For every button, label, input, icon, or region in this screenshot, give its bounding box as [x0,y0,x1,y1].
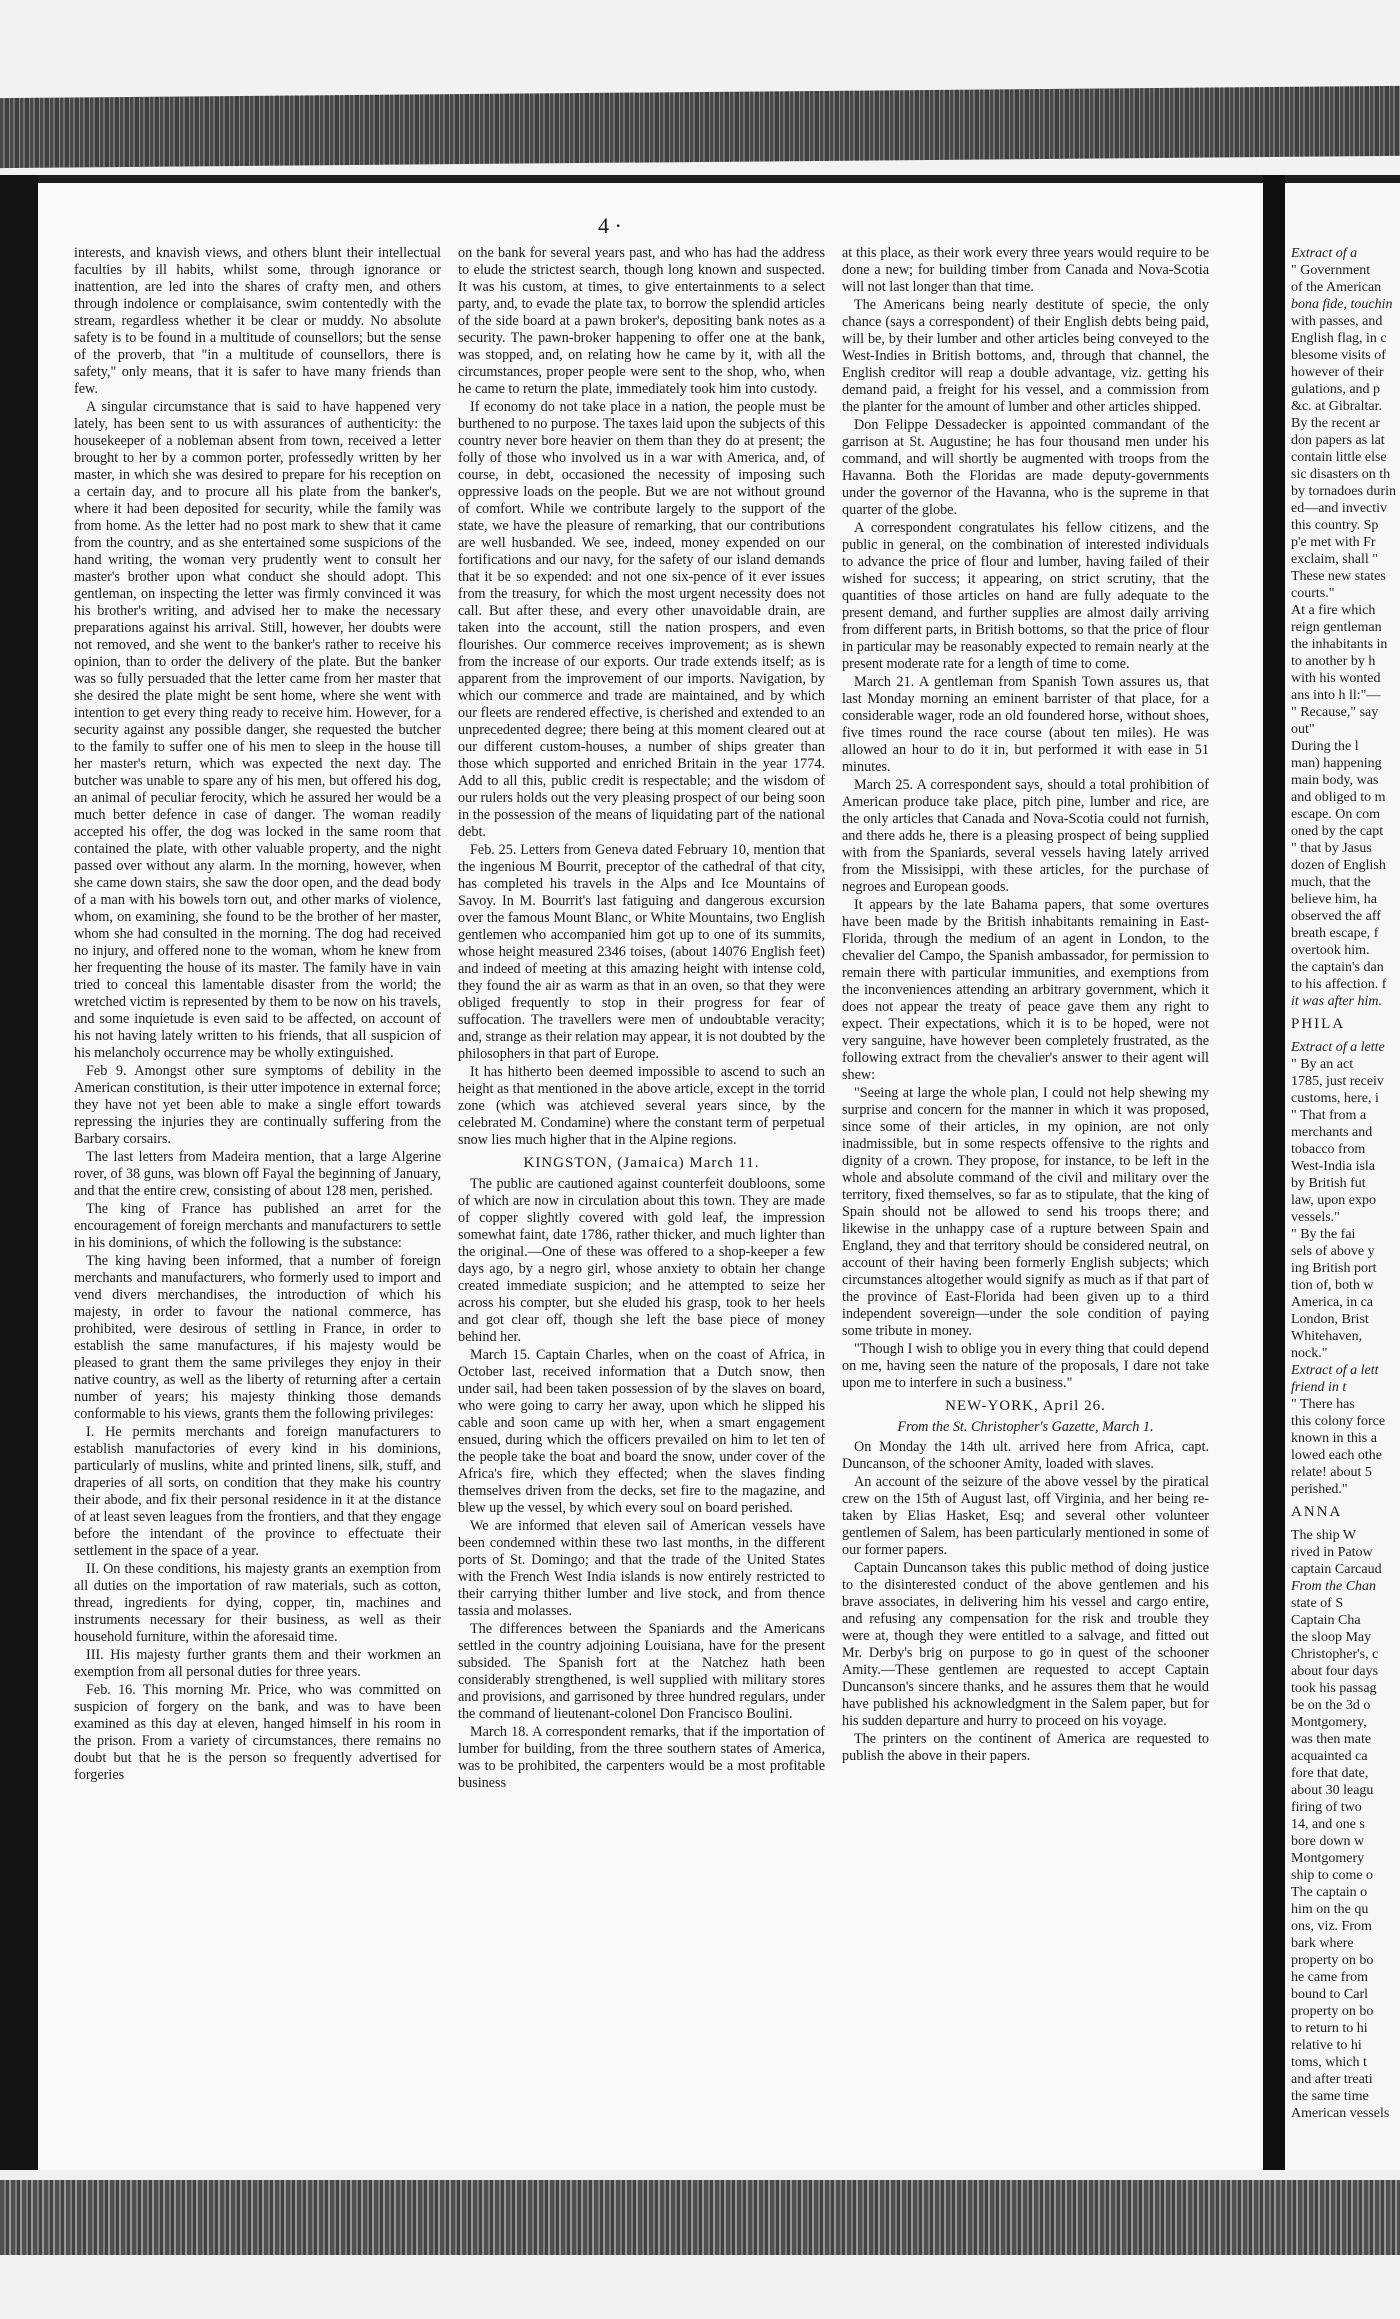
adjacent-page-line: by tornadoes durin [1291,484,1396,499]
adjacent-page-line: state of S [1291,1596,1344,1611]
adjacent-page-line: to return to hi [1291,2021,1368,2036]
adjacent-page-line: West-India isla [1291,1159,1376,1174]
adjacent-page-line: From the Chan [1291,1579,1377,1594]
adjacent-page-fragment [1285,175,1400,2170]
paragraph: I. He permits merchants and foreign manufacturers to establish manufactories of every kind in his dominions, particularly of muslins, white and printed linens, silk, stuff, and draperies of all sorts, on condition that they make his country their abode, and fix their personal residence in it at the distance of at least seven leagues from the frontiers, and that they engage before the intendant of the province to effectuate their settlement in the space of a year. [74,1424,441,1559]
text-column-3 [842,245,1209,2110]
adjacent-page-line: it was after him. [1291,994,1383,1009]
adjacent-page-line: ship to come o [1291,1868,1374,1883]
adjacent-page-line: be on the 3d o [1291,1698,1371,1713]
paragraph: The public are cautioned against counterfeit doubloons, some of which are now in circulation about this town. They are made of copper slightly covered with gold leaf, the impression somewhat faint, date 1786, rather thicker, and much lighter than the original.—One of these was offered to a shop-keeper a few days ago, by a negro girl, whose anxiety to obtain her change created immediate suspicion; and he attempted to seize her across his compter, but she eluded his grasp, took to her heels and got clear off, though she left the base piece of money behind her. [458,1176,825,1345]
adjacent-page-line: merchants and [1291,1125,1373,1140]
adjacent-page-line: " By the fai [1291,1227,1356,1242]
adjacent-page-line: Extract of a lett [1291,1363,1379,1378]
adjacent-page-line: bark where [1291,1936,1354,1951]
adjacent-page-line: ing British port [1291,1261,1377,1276]
adjacent-page-line: he came from [1291,1970,1368,1985]
paragraph: The printers on the continent of America are requested to publish the above in their papers. [842,1731,1209,1764]
adjacent-page-line: escape. On com [1291,807,1381,822]
adjacent-page-line: perished." [1291,1482,1348,1497]
adjacent-page-line: gulations, and p [1291,382,1381,397]
adjacent-page-line: courts." [1291,586,1335,601]
adjacent-page-line: the same time [1291,2089,1369,2104]
paragraph: A correspondent congratulates his fellow citizens, and the public in general, on the combination of interested individuals to advance the price of flour and lumber, having failed of their wished for success; it appearing, on strict scrutiny, that the quantities of those articles on hand are fully adequate to the present demand, and further supplies are almost daily arriving from different parts, in British bottoms, so that the price of flour in particular may be reasonably expected to remain nearly at the present moderate rate for a length of time to come. [842,520,1209,672]
paragraph: III. His majesty further grants them and their workmen an exemption from all personal duties for three years. [74,1647,441,1680]
adjacent-page-line: PHILA [1291,1016,1346,1032]
paragraph: On Monday the 14th ult. arrived here from Africa, capt. Duncanson, of the schooner Amity, loaded with slaves. [842,1439,1209,1472]
adjacent-page-line: tobacco from [1291,1142,1366,1157]
adjacent-page-line: and after treati [1291,2072,1373,2087]
adjacent-page-column [1291,245,1396,2122]
adjacent-page-line: bona fide, touchin [1291,297,1393,312]
paragraph: March 21. A gentleman from Spanish Town assures us, that last Monday morning an eminent barrister of that place, for a considerable wager, rode an old foundered horse, without shoes, five times round the race course (about ten miles). He was allowed an hour to do it in, but performed it with ease in 51 minutes. [842,674,1209,775]
paragraph: The king of France has published an arret for the encouragement of foreign merchants and manufacturers to settle in his dominions, of which the following is the substance: [74,1201,441,1251]
paragraph: A singular circumstance that is said to have happened very lately, has been sent to us with assurances of authenticity: the housekeeper of a nobleman absent from town, received a letter brought to her by a common porter, professedly written by her master, in which she was desired to prepare for his reception on a certain day, and to procure all his plate from the banker's, where it had been deposited for security, while the family was from home. As the letter had no post mark to shew that it came from the country, and as she entertained some suspicions of the hand writing, the woman very prudently went to consult her master's brother upon what conduct she should adopt. This gentleman, on inspecting the letter was firmly convinced it was his brother's writing, and advised her to make the necessary preparations against his arrival. Still, however, her doubts were not removed, and she went to the banker's rather to receive his opinion, than to order the delivery of the plate. But the banker was so fully persuaded that the letter came from her master that she desired the plate might be sent home, where she went with intention to get every thing ready to receive him. However, for a security against any possible danger, she requested the butcher to the family to suffer one of his men to sleep in the house till her master's return, which was expected the next day. The butcher was unable to spare any of his men, but offered his dog, an animal of peculiar ferocity, which he assured her would be a much better defence in case of danger. The woman readily accepted his offer, the dog was locked in the same room that contained the plate, with other valuable property, and the night passed over without any alarm. In the morning, however, when she came down stairs, she saw the door open, and the dead body of a man with his bowels torn out, and other marks of violence, whom, on examining, she found to be the brother of her master, whom she had consulted in the morning. The dog had received no injury, and offered none to the woman, whom he knew from her frequenting the house of its master. The family have in vain tried to conceal this lamentable disaster from the world; the wretched victim is represented by them to be now on his travels, and some inquietude is even said to be affected, on account of his not having lately written to his friends, that all suspicion of his melancholy occurrence may be wholly extinguished. [74,399,441,1061]
adjacent-page-line: and obliged to m [1291,790,1386,805]
paragraph: interests, and knavish views, and others blunt their intellectual faculties by ill habits, whilst some, through ignorance or inattention, are led into the shares of crafty men, and others through indolence or complaisance, swim contentedly with the stream, regardless whether it be clear or muddy. No absolute safety is to be found in a multitude of counsellors; but the sense of the proverb, that "in a multitude of counsellors, there is safety," only means, that it is safer to have many friends than few. [74,245,441,397]
text-column-2 [458,245,825,2110]
paragraph: Don Felippe Dessadecker is appointed commandant of the garrison at St. Augustine; he has four thousand men under his command, and will shortly be augmented with troops from the Havanna. Both the Floridas are made deputy-governments under the governor of the Havanna, who is the supreme in that quarter of the globe. [842,417,1209,518]
paragraph: "Seeing at large the whole plan, I could not help shewing my surprise and concern for the manner in which it was proposed, since some of their articles, in my opinion, are not only inadmissible, but in some respects offensive to the rights and dignity of a crown. They propose, for instance, to be left in the whole and absolute command of the civil and military over the territory, fixed themselves, so far as to stipulate, that the king of Spain should not be allowed to send his troops there; and likewise in the unhappy case of a rupture between Spain and England, they and that territory should be considered neutral, on account of their having been formerly English subjects; which circumstances altogether would signify as much as if that part of the province of East-Florida had been given up to a third independent sovereign—under the sole condition of paying some tribute in money. [842,1085,1209,1339]
adjacent-page-line: to another by h [1291,654,1376,669]
adjacent-page-line: " There has [1291,1397,1355,1412]
adjacent-page-line: exclaim, shall " [1291,552,1378,567]
adjacent-page-line: " Recause," say [1291,705,1379,720]
paragraph: An account of the seizure of the above vessel by the piratical crew on the 15th of August last, off Virginia, and her being re-taken by Elias Hasket, Esq; and several other volunteer gentlemen of Salem, has been particularly mentioned in some of our former papers. [842,1474,1209,1558]
paragraph: II. On these conditions, his majesty grants an exemption from all duties on the importation of raw materials, such as cotton, thread, ingredients for dying, copper, tin, machines and instruments necessary for their business, as well as their household furniture, within the aforesaid time. [74,1561,441,1645]
paragraph: The Americans being nearly destitute of specie, the only chance (says a correspondent) of their English debts being paid, will be, by their lumber and other articles being conveyed to the West-Indies in British bottoms, and, through that channel, the English creditor will reap a double advantage, viz. getting his demand paid, a freight for his vessel, and a commission from the planter for the amount of lumber and other articles shipped. [842,297,1209,415]
adjacent-page-line: the sloop May [1291,1630,1372,1645]
adjacent-page-line: These new states [1291,569,1386,584]
adjacent-page-line: By the recent ar [1291,416,1381,431]
adjacent-page-line: 14, and one s [1291,1817,1365,1832]
adjacent-page-line: friend in t [1291,1380,1347,1395]
adjacent-page-line: known in this a [1291,1431,1377,1446]
adjacent-page-line: oned by the capt [1291,824,1384,839]
adjacent-page-line: blesome visits of [1291,348,1386,363]
paragraph: March 15. Captain Charles, when on the coast of Africa, in October last, received information that a Dutch snow, then under sail, had been taken possession of by the slaves on board, who were going to carry her away, upon which he slipped his cable and soon came up with her, when a smart engagement ensued, during which the officers prevailed on him to let ten of the people take the boat and board the snow, under cover of the Africa's fire, which they effected; when the slaves finding themselves driven from the decks, set fire to the magazine, and blew up the vessel, by which every soul on board perished. [458,1347,825,1516]
paragraph: The differences between the Spaniards and the Americans settled in the country adjoining Louisiana, have for the present subsided. The Spanish fort at the Natchez hath been considerably strengthened, is well supplied with military stores and provisions, and garrisoned by three hundred regulars, under the command of lieutenant-colonel Don Francisco Boulini. [458,1621,825,1722]
adjacent-page-line: breath escape, f [1291,926,1379,941]
adjacent-page-line: with his wonted [1291,671,1381,686]
adjacent-page-line: " Government [1291,263,1371,278]
adjacent-page-line: this country. Sp [1291,518,1379,533]
paragraph: "Though I wish to oblige you in every thing that could depend on me, having seen the nature of the proposals, I dare not take upon me to interfere in such a business." [842,1341,1209,1391]
adjacent-page-line: much, that the [1291,875,1371,890]
paragraph: Feb. 16. This morning Mr. Price, who was committed on suspicion of forgery on the bank, and was to have been examined as this day at eleven, hanged himself in his room in the prison. From a variety of circumstances, there remains no doubt but that he is the person so frequently advertised for forgeries [74,1682,441,1783]
adjacent-page-line: ons, viz. From [1291,1919,1372,1934]
adjacent-page-line: was then mate [1291,1732,1372,1747]
paragraph: on the bank for several years past, and who has had the address to elude the strictest search, though long known and suspected. It was his custom, at times, to give entertainments to a select party, and, to evade the plate tax, to borrow the splendid articles of the side board at a pawn broker's, depositing bank notes as a security. The pawn-broker happening to offer one at the bank, was stopped, and, on relating how he came by it, with all the circumstances, proper people were sent to the shop, who, when he came to return the plate, immediately took him into custody. [458,245,825,397]
adjacent-page-line: law, upon expo [1291,1193,1377,1208]
paragraph: It has hitherto been deemed impossible to ascend to such an height as that mentioned in the above article, except in the torrid zone (which was atchieved several years since, by the celebrated M. Condamine) where the constant term of perpetual snow lies much higher that in the Alpine regions. [458,1064,825,1148]
paragraph: We are informed that eleven sail of American vessels have been condemned within these two last months, in the different ports of St. Domingo; and that the trade of the United States with the French West India islands is now entirely restricted to their carrying thither lumber and live stock, and from thence tassia and molasses. [458,1518,825,1619]
adjacent-page-line: Extract of a [1291,246,1358,261]
adjacent-page-line: 1785, just receiv [1291,1074,1384,1089]
section-heading-kingston: KINGSTON, (Jamaica) March 11. [523,1155,760,1171]
adjacent-page-line: out" [1291,722,1315,737]
adjacent-page-line: the captain's dan [1291,960,1384,975]
adjacent-page-line: ans into h ll:"— [1291,688,1381,703]
book-binding-left [0,175,38,2175]
adjacent-page-line: " That from a [1291,1108,1367,1123]
section-subheading: From the St. Christopher's Gazette, March 1. [897,1419,1154,1435]
adjacent-page-line: America, in ca [1291,1295,1374,1310]
adjacent-page-line: about four days [1291,1664,1379,1679]
paragraph: The king having been informed, that a number of foreign merchants and manufacturers, who formerly used to import and vend divers merchandises, the introduction of which his majesty, in order to favour the national commerce, has prohibited, were desirous of settling in France, in order to establish the same manufactures, if his majesty would be pleased to grant them the same privileges they enjoy in their native country, as well as the liberty of returning after a certain number of years; his majesty thinking those demands conformable to his views, grants them the following privileges: [74,1253,441,1422]
adjacent-page-line: man) happening [1291,756,1382,771]
adjacent-page-line: nock." [1291,1346,1328,1361]
adjacent-page-line: tion of, both w [1291,1278,1374,1293]
adjacent-page-line: about 30 leagu [1291,1783,1374,1798]
adjacent-page-line: this colony force [1291,1414,1386,1429]
text-column-1 [74,245,441,2110]
adjacent-page-line: fore that date, [1291,1766,1369,1781]
adjacent-page-line: captain Carcaud [1291,1562,1382,1577]
adjacent-page-line: At a fire which [1291,603,1376,618]
newspaper-page [38,175,1263,2170]
adjacent-page-line: lowed each othe [1291,1448,1382,1463]
adjacent-page-line: ed—and invectiv [1291,501,1388,516]
paragraph: March 25. A correspondent says, should a total prohibition of American produce take place, pitch pine, lumber and rice, are the only articles that Canada and Nova-Scotia could not furnish, and there adds he, there is a pleasing prospect of being supplied with from the Spaniards, several vessels having lately arrived from the Missisippi, with these articles, for the purchase of negroes and European goods. [842,777,1209,895]
adjacent-page-line: Montgomery, [1291,1715,1367,1730]
adjacent-page-line: &c. at Gibraltar. [1291,399,1382,414]
paragraph: Captain Duncanson takes this public method of doing justice to the disinterested conduct of the above gentlemen and his brave associates, in delivering him his vessel and cargo entire, and refusing any compensation for the risk and trouble they were at, though they were entitled to a salvage, and fitted out Mr. Derby's brig on purpose to go in quest of the schooner Amity.—These gentlemen are requested to accept Captain Duncanson's sincere thanks, and he assures them that he would have published his acknowledgment in the Salem paper, but for his sudden departure and hurry to proceed on his voyage. [842,1560,1209,1729]
adjacent-page-line: main body, was [1291,773,1379,788]
page-mark: 4 · [598,213,622,238]
adjacent-page-line: " that by Jasus [1291,841,1372,856]
adjacent-page-line: with passes, and [1291,314,1383,329]
paragraph: The last letters from Madeira mention, that a large Algerine rover, of 38 guns, was blown off Fayal the beginning of January, and that the entire crew, consisting of about 128 men, perished. [74,1149,441,1199]
adjacent-page-line: to his affection. f [1291,977,1387,992]
adjacent-page-line: reign gentleman [1291,620,1382,635]
adjacent-page-line: him on the qu [1291,1902,1369,1917]
adjacent-page-line: acquainted ca [1291,1749,1368,1764]
adjacent-page-line: The captain o [1291,1885,1368,1900]
adjacent-page-line: relative to hi [1291,2038,1362,2053]
adjacent-page-line: observed the aff [1291,909,1381,924]
section-heading-new-york: NEW-YORK, April 26. [945,1398,1106,1414]
paragraph: at this place, as their work every three years would require to be done a new; for building timber from Canada and Nova-Scotia will not last longer than that time. [842,245,1209,295]
scan-bottom-edge [0,2170,1400,2319]
adjacent-page-line: toms, which t [1291,2055,1367,2070]
adjacent-page-line: overtook him. [1291,943,1370,958]
adjacent-page-line: rived in Patow [1291,1545,1373,1560]
paragraph: If economy do not take place in a nation, the people must be burthened to no purpose. The taxes laid upon the subjects of this country never bore heavier on them than they do at present; the folly of those who involved us in a war with America, and, of course, in debt, occasioned the necessity of imposing such oppressive loads on the people. But we are not without ground of comfort. While we contribute largely to the support of the state, we have the pleasure of remarking, that our contributions are well husbanded. We see, indeed, money expended on our fortifications and our navy, for the safety of our island demands that it be so expended: and not one six-pence of it ever issues from the treasury, for which the most urgent necessity does not call. But after these, and every other unavoidable drain, are taken into the account, still the nation prospers, and even flourishes. Our commerce receives improvement; as is shewn from the increase of our exports. Our trade extends itself; as is apparent from the improvement of our imports. Navigation, by which our commerce and trade are maintained, and by which our fleets are rendered effective, is cherished and extended to an unprecedented degree; there being at this moment cleared out at our different custom-houses, a number of ships greater than those which supported and enriched Britain in the year 1774. Add to all this, public credit is respectable; and the wisdom of our rulers holds out the very pleasing prospect of our being soon in the possession of the means of liquidating part of the national debt. [458,399,825,840]
adjacent-page-line: bound to Carl [1291,1987,1368,2002]
adjacent-page-line: sels of above y [1291,1244,1375,1259]
adjacent-page-line: Montgomery [1291,1851,1365,1866]
adjacent-page-line: Extract of a lette [1291,1040,1385,1055]
adjacent-page-line: Captain Cha [1291,1613,1361,1628]
adjacent-page-line: English flag, in c [1291,331,1387,346]
adjacent-page-line: vessels." [1291,1210,1340,1225]
adjacent-page-line: The ship W [1291,1528,1357,1543]
paragraph: Feb. 25. Letters from Geneva dated February 10, mention that the ingenious M Bourrit, preceptor of the cathedral of that city, has completed his travels in the Alps and Ice Mountains of Savoy. In M. Bourrit's last fatiguing and dangerous excursion over the famous Mount Blanc, or White Mountains, two English gentlemen who accompanied him got up to one of its summits, whose height measured 2346 toises, (about 14076 English feet) and indeed of meeting at this amazing height with intense cold, they found the air as warm as that in an oven, so that they were obliged frequently to stop in their progress for fear of suffocation. The travellers were men of undoubtable veracity; and, strange as their relation may appear, it is not doubted by the philosophers in that part of Europe. [458,842,825,1062]
adjacent-page-line: the inhabitants in [1291,637,1388,652]
adjacent-page-line: Christopher's, c [1291,1647,1379,1662]
adjacent-page-line: p'e met with Fr [1291,535,1376,550]
paragraph: Feb 9. Amongst other sure symptoms of debility in the American constitution, is their utter impotence in external force; they have not yet been able to make a single effort towards repressing the injuries they are continually suffering from the Barbary corsairs. [74,1063,441,1147]
scan-top-edge [0,0,1400,175]
adjacent-page-line: took his passag [1291,1681,1377,1696]
paragraph: It appears by the late Bahama papers, that some overtures have been made by the British inhabitants remaining in East-Florida, through the medium of an agent in London, to the chevalier del Campo, the Spanish ambassador, for permission to remain there with particular immunities, and exemptions from the inconveniences attending an arbitrary government, which it does not appear the treaty of peace gave them any right to expect. Their expectations, which it is to be hoped, were not very sanguine, have however been completely frustrated, as the following extract from the chevalier's answer to their agent will shew: [842,897,1209,1083]
adjacent-page-line: ANNA [1291,1504,1343,1520]
adjacent-page-line: firing of two [1291,1800,1362,1815]
adjacent-page-line: dozen of English [1291,858,1386,873]
adjacent-page-line: London, Brist [1291,1312,1369,1327]
adjacent-page-line: During the l [1291,739,1359,754]
adjacent-page-line: relate! about 5 [1291,1465,1372,1480]
adjacent-page-line: don papers as lat [1291,433,1385,448]
adjacent-page-line: contain little else [1291,450,1387,465]
adjacent-page-line: American vessels [1291,2106,1390,2121]
adjacent-page-line: sic disasters on th [1291,467,1391,482]
adjacent-page-line: by British fut [1291,1176,1366,1191]
adjacent-page-line: " By an act [1291,1057,1354,1072]
adjacent-page-line: property on bo [1291,2004,1374,2019]
adjacent-page-line: believe him, ha [1291,892,1377,907]
adjacent-page-line: Whitehaven, [1291,1329,1363,1344]
adjacent-page-line: of the American [1291,280,1382,295]
adjacent-page-line: customs, here, i [1291,1091,1379,1106]
adjacent-page-line: bore down w [1291,1834,1365,1849]
adjacent-page-line: property on bo [1291,1953,1374,1968]
book-gutter [1263,175,1285,2175]
adjacent-page-line: however of their [1291,365,1384,380]
paragraph: March 18. A correspondent remarks, that if the importation of lumber for building, from the three southern states of America, was to be prohibited, the carpenters would be a most profitable business [458,1724,825,1791]
